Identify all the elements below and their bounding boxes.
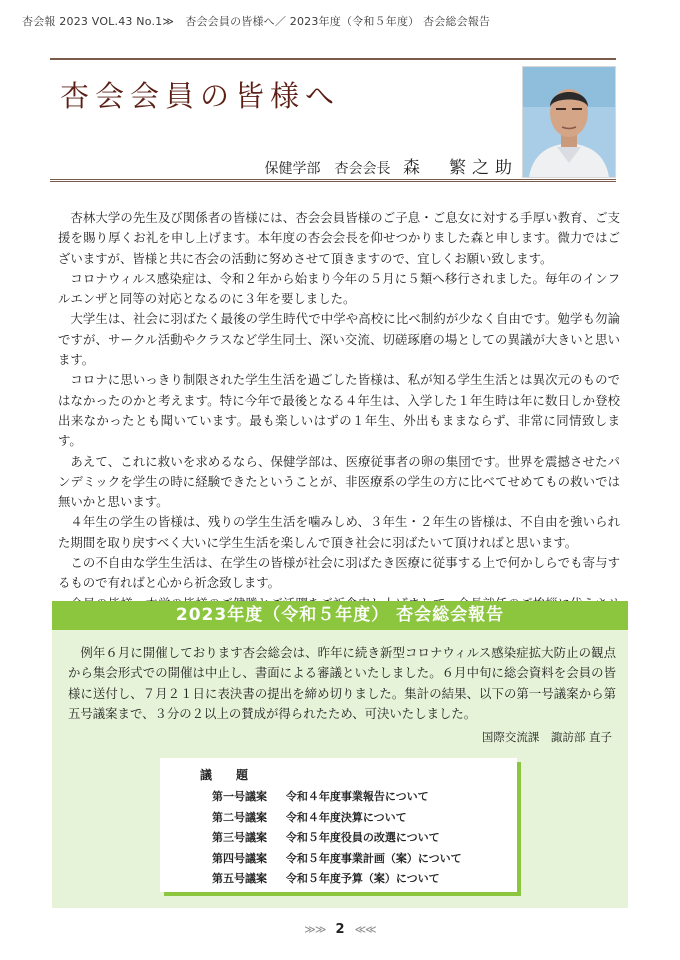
author-portrait-photo (522, 66, 616, 178)
greeting-article (58, 208, 620, 634)
greeting-paragraph: この不自由な学生生活は、在学生の皆様が社会に羽ばたき医療に従事する上で何かしらでも寄与するもので有ればと心から祈念致します。 (58, 555, 620, 591)
agenda-item (212, 808, 462, 829)
agenda-item (212, 869, 462, 890)
author-byline (265, 153, 518, 178)
agenda-item-title: 令和５年度予算（案）について (285, 872, 440, 885)
agenda-list (212, 787, 462, 890)
agenda-item-title: 令和４年度決算について (285, 810, 407, 824)
agenda-item-number: 第一号議案 (212, 790, 267, 803)
agenda-item-number: 第三号議案 (212, 831, 267, 844)
author-affiliation: 保健学部 杏会会長 (264, 161, 391, 177)
agenda-heading: 議 題 (200, 768, 255, 782)
agenda-item (212, 787, 462, 808)
agenda-box (160, 758, 517, 892)
greeting-paragraph: コロナウィルス感染症は、令和２年から始まり今年の５月に５類へ移行されました。毎年のインフルエンザと同等の対応となるのに３年を要しました。 (58, 270, 620, 307)
greeting-paragraph: コロナに思いっきり制限された学生生活を過ごした皆様は、私が知る学生生活とは異次元のものではなかったのかと考えます。特に今年で最後となる４年生は、入学した１年生時は年に数日しか登校出来なかったとも聞いています。最も楽しいはずの１年生、外出もままならず、非常に同情致します。 (58, 372, 620, 449)
portrait-illustration (523, 67, 615, 177)
report-heading: 2023年度（令和５年度） 杏会総会報告 (52, 601, 628, 630)
left-ornament-icon: ≫≫ (304, 923, 326, 936)
page-title: 杏会会員の皆様へ (60, 79, 341, 113)
running-header: 杏会報 2023 VOL.43 No.1≫ 杏会会員の皆様へ／ 2023年度（令和５年度） 杏会総会報告 (22, 15, 491, 28)
greeting-paragraph: あえて、これに救いを求めるなら、保健学部は、医療従事者の卵の集団です。世界を震撼させたパンデミックを学生の時に経験できたということが、非医療系の学生の方に比べてせめてもの救いでは無いかと思います。 (58, 453, 620, 510)
title-bottom-rule (50, 179, 616, 182)
general-meeting-report (52, 601, 628, 908)
agenda-item-title: 令和５年度事業計画（案）について (285, 851, 462, 865)
page-footer (0, 922, 680, 937)
title-top-rule (50, 58, 616, 60)
agenda-item-title: 令和５年度役員の改選について (285, 831, 440, 844)
greeting-paragraph: 大学生は、社会に羽ばたく最後の学生時代で中学や高校に比べ制約が少なく自由です。勉学も勿論ですが、サークル活動やクラスなど学生同士、深い交流、切磋琢磨の場としての異議が大きいと思います。 (58, 311, 620, 368)
author-name: 森 繁之助 (403, 158, 518, 178)
right-ornament-icon: ≪≪ (354, 923, 376, 936)
agenda-item (212, 828, 462, 849)
agenda-item-number: 第五号議案 (212, 872, 267, 885)
agenda-item (212, 849, 462, 870)
agenda-item-number: 第四号議案 (212, 851, 267, 865)
report-body: 例年６月に開催しております杏会総会は、昨年に続き新型コロナウィルス感染症拡大防止の観点から集会形式での開催は中止し、書面による審議といたしました。６月中旬に総会資料を会員の皆様に送付し、７月２１日に表決書の提出を締め切りました。集計の結果、以下の第一号議案から第五号議案まで、３分の２以上の賛成が得られたため、可決いたしました。 (68, 645, 616, 721)
report-signature: 国際交流課 諏訪部 直子 (481, 730, 612, 744)
page-number: 2 (335, 922, 345, 937)
title-section (50, 58, 616, 182)
greeting-paragraph: ４年生の学生の皆様は、残りの学生生活を噛みしめ、３年生・２年生の皆様は、不自由を強いられた期間を取り戻すべく大いに学生生活を楽しんで頂き社会に羽ばたいて頂ければと思います。 (58, 514, 620, 550)
greeting-paragraph: 杏林大学の先生及び関係者の皆様には、杏会会員皆様のご子息・ご息女に対する手厚い教育、ご支援を賜り厚くお礼を申し上げます。本年度の杏会会長を仰せつかりました森と申します。微力ではございますが、皆様と共に杏会の活動に努めさせて頂きますので、宜しくお願い致します。 (58, 210, 620, 266)
agenda-item-title: 令和４年度事業報告について (285, 790, 429, 803)
agenda-item-number: 第二号議案 (212, 810, 267, 824)
